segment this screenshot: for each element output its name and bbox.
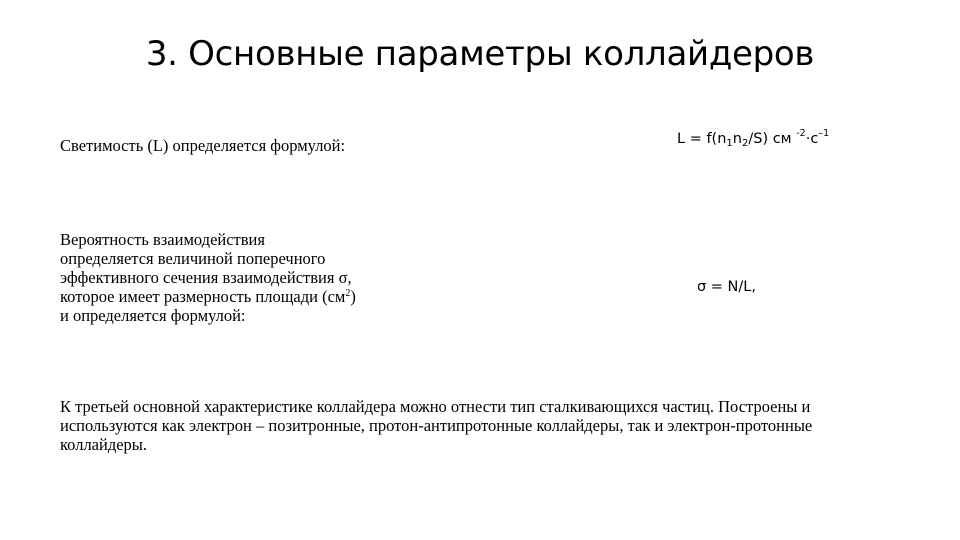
cross-section-formula: σ = N/L, — [697, 279, 756, 295]
luminosity-formula-sub-1: 1 — [726, 138, 733, 149]
cross-section-line-4 — [60, 287, 420, 306]
collider-types-line-3: коллайдеры. — [60, 435, 148, 454]
luminosity-formula — [677, 128, 830, 149]
luminosity-formula-exponent-2: –1 — [818, 128, 830, 139]
area-unit-exponent: 2 — [345, 288, 351, 299]
collider-types-paragraph — [60, 397, 900, 454]
cross-section-description — [60, 230, 420, 325]
cross-section-line-5: и определяется формулой: — [60, 306, 246, 325]
collider-types-line-2: используются как электрон – позитронные, протон-антипротонные коллайдеры, так и электрон-протонные — [60, 416, 813, 435]
luminosity-formula-exponent-1: -2 — [796, 128, 806, 139]
luminosity-formula-prefix: L = f(n — [677, 131, 727, 147]
area-unit-close-paren: ) — [350, 287, 356, 306]
luminosity-formula-sub-2: 2 — [741, 138, 749, 149]
cross-section-line-4-text: которое имеет размерность площади (см — [60, 287, 346, 306]
cross-section-line-1: Вероятность взаимодействия — [60, 230, 265, 249]
luminosity-formula-unit: ·с — [805, 131, 819, 147]
cross-section-line-3: эффективного сечения взаимодействия σ, — [60, 268, 352, 287]
slide-title: 3. Основные параметры коллайдеров — [145, 34, 815, 74]
luminosity-description: Светимость (L) определяется формулой: — [60, 136, 346, 155]
luminosity-formula-mid: n — [732, 131, 742, 147]
luminosity-formula-suffix: /S) см — [748, 131, 797, 147]
cross-section-line-2: определяется величиной поперечного — [60, 249, 326, 268]
collider-types-line-1: К третьей основной характеристике коллайдера можно отнести тип сталкивающихся частиц. Построены и — [60, 397, 811, 416]
